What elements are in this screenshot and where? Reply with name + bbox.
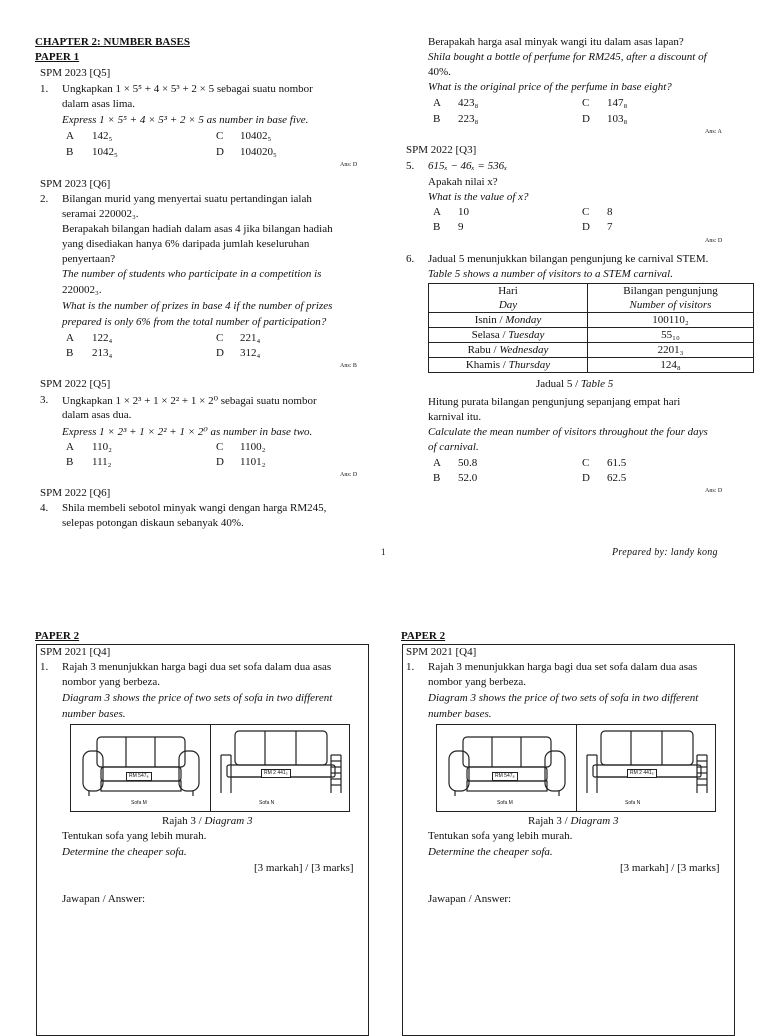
- option-letter: B: [433, 113, 441, 125]
- option-letter: C: [582, 97, 590, 109]
- option-text: 1042₅: [92, 146, 118, 158]
- option-text: 50.8: [458, 457, 478, 469]
- option-letter: A: [66, 441, 74, 453]
- question-text-malay: Berapakah bilangan hadiah dalam asas 4 jika bilangan hadiah: [62, 223, 333, 235]
- task-text-english: Determine the cheaper sofa.: [428, 846, 553, 858]
- option-text: 103₈: [607, 113, 628, 125]
- option-letter: C: [216, 441, 224, 453]
- visitor-table: [428, 283, 754, 373]
- question-number: 1.: [40, 83, 49, 95]
- table-cell-day: [429, 343, 588, 358]
- question-source: SPM 2022 [Q5]: [40, 378, 111, 390]
- question-text-english: Calculate the mean number of visitors throughout the four days: [428, 426, 708, 438]
- question-number: 3.: [40, 394, 49, 406]
- task-text-english: Determine the cheaper sofa.: [62, 846, 187, 858]
- caption-english: Diagram 3: [570, 815, 619, 827]
- header-day-english: Day: [498, 299, 518, 311]
- question-text-malay: nombor yang berbeza.: [428, 676, 527, 688]
- answer-label: Jawapan / Answer:: [428, 893, 512, 905]
- task-text-malay: Tentukan sofa yang lebih murah.: [428, 830, 573, 842]
- question-text-malay: Rajah 3 menunjukkan harga bagi dua set sofa dalam dua asas: [62, 661, 332, 673]
- question-text-english: Diagram 3 shows the price of two sets of sofa in two different: [428, 692, 699, 704]
- day-malay: Isnin /: [474, 313, 506, 326]
- question-text-malay: karnival itu.: [428, 411, 482, 423]
- question-number: 1.: [406, 661, 415, 673]
- marks-label: [3 markah] / [3 marks]: [620, 862, 720, 874]
- question-text-malay: nombor yang berbeza.: [62, 676, 161, 688]
- question-text-malay: Ungkapkan 1 × 2³ + 1 × 2² + 1 × 2⁰ sebagai suatu nombor: [62, 395, 317, 407]
- question-text-english: The number of students who participate in a competition is: [62, 268, 322, 280]
- question-text-english: of carnival.: [428, 441, 479, 453]
- option-letter: D: [216, 347, 224, 359]
- question-text-english: number bases.: [62, 708, 126, 720]
- day-malay: Rabu /: [467, 343, 500, 356]
- option-letter: D: [216, 146, 224, 158]
- question-text-malay: selepas potongan diskaun sebanyak 40%.: [62, 517, 244, 529]
- question-text-malay: Rajah 3 menunjukkan harga bagi dua set sofa dalam dua asas: [428, 661, 698, 673]
- answer-key: Ans: D: [340, 472, 358, 478]
- caption-malay: Rajah 3 /: [162, 815, 205, 827]
- option-text: 312₄: [240, 347, 261, 359]
- sofa-m-label: Sofa M: [131, 800, 147, 806]
- table-row: [429, 358, 754, 373]
- question-number: 2.: [40, 193, 49, 205]
- paper-label: PAPER 2: [35, 630, 80, 642]
- table-cell-visitors: 100110₂: [588, 313, 754, 328]
- sofa-n-icon: [217, 727, 343, 801]
- sofa-m-label: Sofa M: [497, 800, 513, 806]
- answer-key: Ans: D: [705, 488, 723, 494]
- question-source: SPM 2021 [Q4]: [40, 646, 111, 658]
- header-visitors-english: Number of visitors: [629, 299, 712, 311]
- question-text-malay: Shila membeli sebotol minyak wangi dengan harga RM245,: [62, 502, 327, 514]
- option-letter: A: [433, 206, 441, 218]
- option-letter: A: [433, 457, 441, 469]
- diagram-caption: [162, 815, 252, 827]
- question-number: 5.: [406, 160, 415, 172]
- question-text-malay: dalam asas lima.: [62, 98, 136, 110]
- question-text-english: Table 5 shows a number of visitors to a STEM carnival.: [428, 268, 673, 280]
- option-letter: B: [66, 146, 74, 158]
- day-malay: Khamis /: [465, 358, 509, 371]
- sofa-m-price-tag: RM 547₈: [492, 772, 518, 781]
- option-letter: D: [582, 472, 590, 484]
- diagram-divider: [210, 725, 211, 811]
- sofa-m-icon: [445, 729, 569, 801]
- caption-english: Table 5: [580, 378, 614, 390]
- sofa-n-label: Sofa N: [625, 800, 641, 806]
- question-text-english: What is the original price of the perfume in base eight?: [428, 81, 672, 93]
- question-text-english: Diagram 3 shows the price of two sets of sofa in two different: [62, 692, 333, 704]
- question-text-malay: penyertaan?: [62, 253, 116, 265]
- question-text-english: 40%.: [428, 66, 451, 78]
- question-text-malay: Apakah nilai x?: [428, 176, 498, 188]
- option-text: 122₄: [92, 332, 113, 344]
- option-letter: B: [433, 472, 441, 484]
- answer-key: Ans: A: [705, 129, 722, 135]
- question-text-malay: Ungkapkan 1 × 5⁵ + 4 × 5³ + 2 × 5 sebagai suatu nombor: [62, 83, 313, 95]
- day-english: Tuesday: [508, 328, 545, 341]
- question-text-english: What is the number of prizes in base 4 if the number of prizes: [62, 300, 333, 312]
- option-text: 147₈: [607, 97, 628, 109]
- sofa-n-price-tag: RM 2 441₅: [261, 769, 291, 778]
- question-text-english: Shila bought a bottle of perfume for RM245, after a discount of: [428, 51, 707, 63]
- table-header-cell: [429, 284, 588, 313]
- option-text: 142₅: [92, 130, 113, 142]
- option-text: 111₂: [92, 456, 112, 468]
- question-text-malay: Jadual 5 menunjukkan bilangan pengunjung ke carnival STEM.: [428, 253, 709, 265]
- question-source: SPM 2022 [Q6]: [40, 487, 111, 499]
- table-cell-day: [429, 358, 588, 373]
- question-text-malay: dalam asas dua.: [62, 409, 132, 421]
- table-cell-visitors: 124₈: [588, 358, 754, 373]
- table-row: [429, 343, 754, 358]
- table-cell-visitors: 55₁₀: [588, 328, 754, 343]
- page-number: 1: [381, 547, 386, 557]
- question-text-malay: Bilangan murid yang menyertai suatu pertandingan ialah: [62, 193, 312, 205]
- option-text: 423₈: [458, 97, 479, 109]
- task-text-malay: Tentukan sofa yang lebih murah.: [62, 830, 207, 842]
- option-text: 221₄: [240, 332, 261, 344]
- day-english: Monday: [505, 313, 542, 326]
- caption-malay: Rajah 3 /: [528, 815, 571, 827]
- option-letter: C: [216, 130, 224, 142]
- question-source: SPM 2022 [Q3]: [406, 144, 477, 156]
- sofa-m-icon: [79, 729, 203, 801]
- header-visitors-malay: Bilangan pengunjung: [623, 285, 718, 297]
- question-text-english: Express 1 × 2³ + 1 × 2² + 1 × 2⁰ as number in base two.: [62, 426, 313, 438]
- table-row: [429, 313, 754, 328]
- answer-key: Ans: D: [340, 162, 358, 168]
- sofa-diagram: [70, 724, 350, 812]
- question-equation: 615ₓ − 46ₓ = 536ₓ: [428, 160, 508, 172]
- answer-key: Ans: D: [705, 238, 723, 244]
- question-number: 1.: [40, 661, 49, 673]
- table-caption: [536, 378, 613, 390]
- day-english: Wednesday: [499, 343, 549, 356]
- table-cell-day: [429, 328, 588, 343]
- question-text-english: Express 1 × 5⁵ + 4 × 5³ + 2 × 5 as number in base five.: [62, 114, 309, 126]
- marks-label: [3 markah] / [3 marks]: [254, 862, 354, 874]
- option-text: 223₈: [458, 113, 479, 125]
- option-text: 62.5: [607, 472, 627, 484]
- day-english: Thursday: [508, 358, 551, 371]
- option-text: 7: [607, 221, 613, 233]
- sofa-n-price-tag: RM 2 441₅: [627, 769, 657, 778]
- option-letter: D: [582, 221, 590, 233]
- option-letter: A: [433, 97, 441, 109]
- paper-label: PAPER 2: [401, 630, 446, 642]
- option-letter: D: [582, 113, 590, 125]
- table-cell-visitors: 2201₃: [588, 343, 754, 358]
- caption-malay: Jadual 5 /: [536, 378, 581, 390]
- question-text-malay: yang disediakan hanya 6% daripada jumlah keseluruhan: [62, 238, 310, 250]
- option-text: 1101₂: [240, 456, 266, 468]
- question-text-malay: Berapakah harga asal minyak wangi itu dalam asas lapan?: [428, 36, 684, 48]
- prepared-by: Prepared by: landy kong: [612, 547, 718, 558]
- option-letter: B: [433, 221, 441, 233]
- option-letter: A: [66, 332, 74, 344]
- table-header-row: [429, 284, 754, 313]
- question-text-malay: Hitung purata bilangan pengunjung sepanjang empat hari: [428, 396, 681, 408]
- question-source: SPM 2023 [Q5]: [40, 67, 111, 79]
- option-text: 1100₂: [240, 441, 266, 453]
- answer-label: Jawapan / Answer:: [62, 893, 146, 905]
- caption-english: Diagram 3: [204, 815, 253, 827]
- option-letter: D: [216, 456, 224, 468]
- option-text: 61.5: [607, 457, 627, 469]
- sofa-n-label: Sofa N: [259, 800, 275, 806]
- option-text: 213₄: [92, 347, 113, 359]
- question-text-english: number bases.: [428, 708, 492, 720]
- question-text-english: 220002₃.: [62, 284, 102, 296]
- sofa-n-icon: [583, 727, 709, 801]
- question-text-malay: seramai 220002₃.: [62, 208, 139, 220]
- question-source: SPM 2021 [Q4]: [406, 646, 477, 658]
- sofa-m-price-tag: RM 547₈: [126, 772, 152, 781]
- option-text: 52.0: [458, 472, 478, 484]
- option-letter: B: [66, 456, 74, 468]
- option-letter: C: [582, 457, 590, 469]
- option-text: 10402₅: [240, 130, 272, 142]
- option-text: 8: [607, 206, 613, 218]
- option-text: 110₂: [92, 441, 112, 453]
- option-text: 104020₅: [240, 146, 277, 158]
- option-letter: A: [66, 130, 74, 142]
- option-text: 10: [458, 206, 469, 218]
- diagram-caption: [528, 815, 618, 827]
- question-source: SPM 2023 [Q6]: [40, 178, 111, 190]
- option-letter: C: [216, 332, 224, 344]
- chapter-title: CHAPTER 2: NUMBER BASES: [35, 36, 190, 48]
- option-text: 9: [458, 221, 464, 233]
- header-day-malay: Hari: [498, 285, 518, 297]
- table-row: [429, 328, 754, 343]
- sofa-diagram: [436, 724, 716, 812]
- table-header-cell: [588, 284, 754, 313]
- question-text-english: What is the value of x?: [428, 191, 529, 203]
- option-letter: C: [582, 206, 590, 218]
- question-number: 6.: [406, 253, 415, 265]
- question-text-english: prepared is only 6% from the total number of participation?: [62, 316, 327, 328]
- answer-key: Ans: B: [340, 363, 357, 369]
- day-malay: Selasa /: [471, 328, 509, 341]
- table-cell-day: [429, 313, 588, 328]
- question-number: 4.: [40, 502, 49, 514]
- diagram-divider: [576, 725, 577, 811]
- paper-label: PAPER 1: [35, 51, 80, 63]
- option-letter: B: [66, 347, 74, 359]
